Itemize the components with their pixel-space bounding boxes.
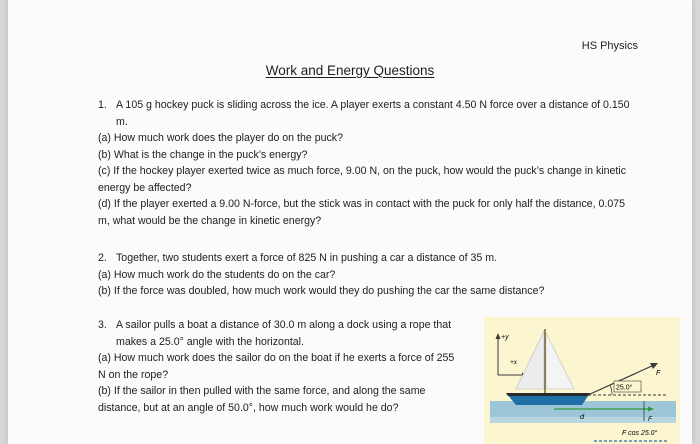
component-force-label: F bbox=[648, 416, 652, 423]
question-part-a: (a) How much work do the students do on the car? bbox=[98, 268, 336, 281]
sailboat-diagram-svg bbox=[484, 317, 680, 444]
question-text: Together, two students exert a force of 825 N in pushing a car a distance of 35 m. bbox=[116, 252, 498, 264]
question-part-d: (d) If the player exerted a 9.00 N-force, but the stick was in contact with the puck for only half the distance, 0.075 m, what would be the change in kinetic energy? bbox=[98, 198, 626, 227]
question-text: A sailor pulls a boat a distance of 30.0 m along a dock using a rope that makes a 25.0° angle with the horizontal. bbox=[116, 319, 452, 348]
document-page bbox=[8, 0, 692, 444]
question-part-b: (b) If the force was doubled, how much work would they do pushing the car the same distance? bbox=[98, 285, 545, 297]
question-part-b: (b) What is the change in the puck’s energy? bbox=[98, 148, 308, 161]
force-label: F bbox=[656, 370, 661, 377]
question-number: 2. bbox=[98, 252, 107, 264]
boat-hull-trim bbox=[506, 393, 590, 396]
question-number: 3. bbox=[98, 319, 107, 331]
question-part-a: (a) How much work does the player do on the puck? bbox=[98, 132, 343, 144]
angle-arc bbox=[610, 385, 612, 395]
page-title: Work and Energy Questions bbox=[265, 63, 435, 78]
question-3 bbox=[98, 317, 458, 416]
course-label: HS Physics bbox=[581, 40, 638, 52]
question-1 bbox=[98, 97, 638, 229]
sailboat-diagram bbox=[484, 317, 680, 444]
sail-right bbox=[546, 333, 574, 389]
question-number: 1. bbox=[98, 99, 107, 111]
question-text: A 105 g hockey puck is sliding across the ice. A player exerts a constant 4.50 N force over a distance of 0.150 m. bbox=[116, 99, 630, 128]
sail-left bbox=[516, 331, 544, 389]
displacement-label: d bbox=[580, 412, 585, 421]
question-2 bbox=[98, 250, 638, 300]
question-part-a: (a) How much work does the sailor do on the boat if he exerts a force of 255 N on the rope? bbox=[98, 352, 455, 381]
question-part-c: (c) If the hockey player exerted twice as much force, 9.00 N, on the puck, how would the puck’s change in kinetic energy be affected? bbox=[98, 165, 627, 194]
y-axis-label: +y bbox=[501, 334, 509, 341]
question-part-b: (b) If the sailor in then pulled with the same force, and along the same distance, but at an angle of 50.0°, how much work would he do? bbox=[98, 385, 426, 414]
x-axis-label: +x bbox=[510, 359, 518, 366]
angle-label: 25.0° bbox=[616, 384, 633, 392]
component-label: F cos 25.0° bbox=[622, 430, 658, 437]
y-axis-arrowhead bbox=[496, 333, 501, 339]
